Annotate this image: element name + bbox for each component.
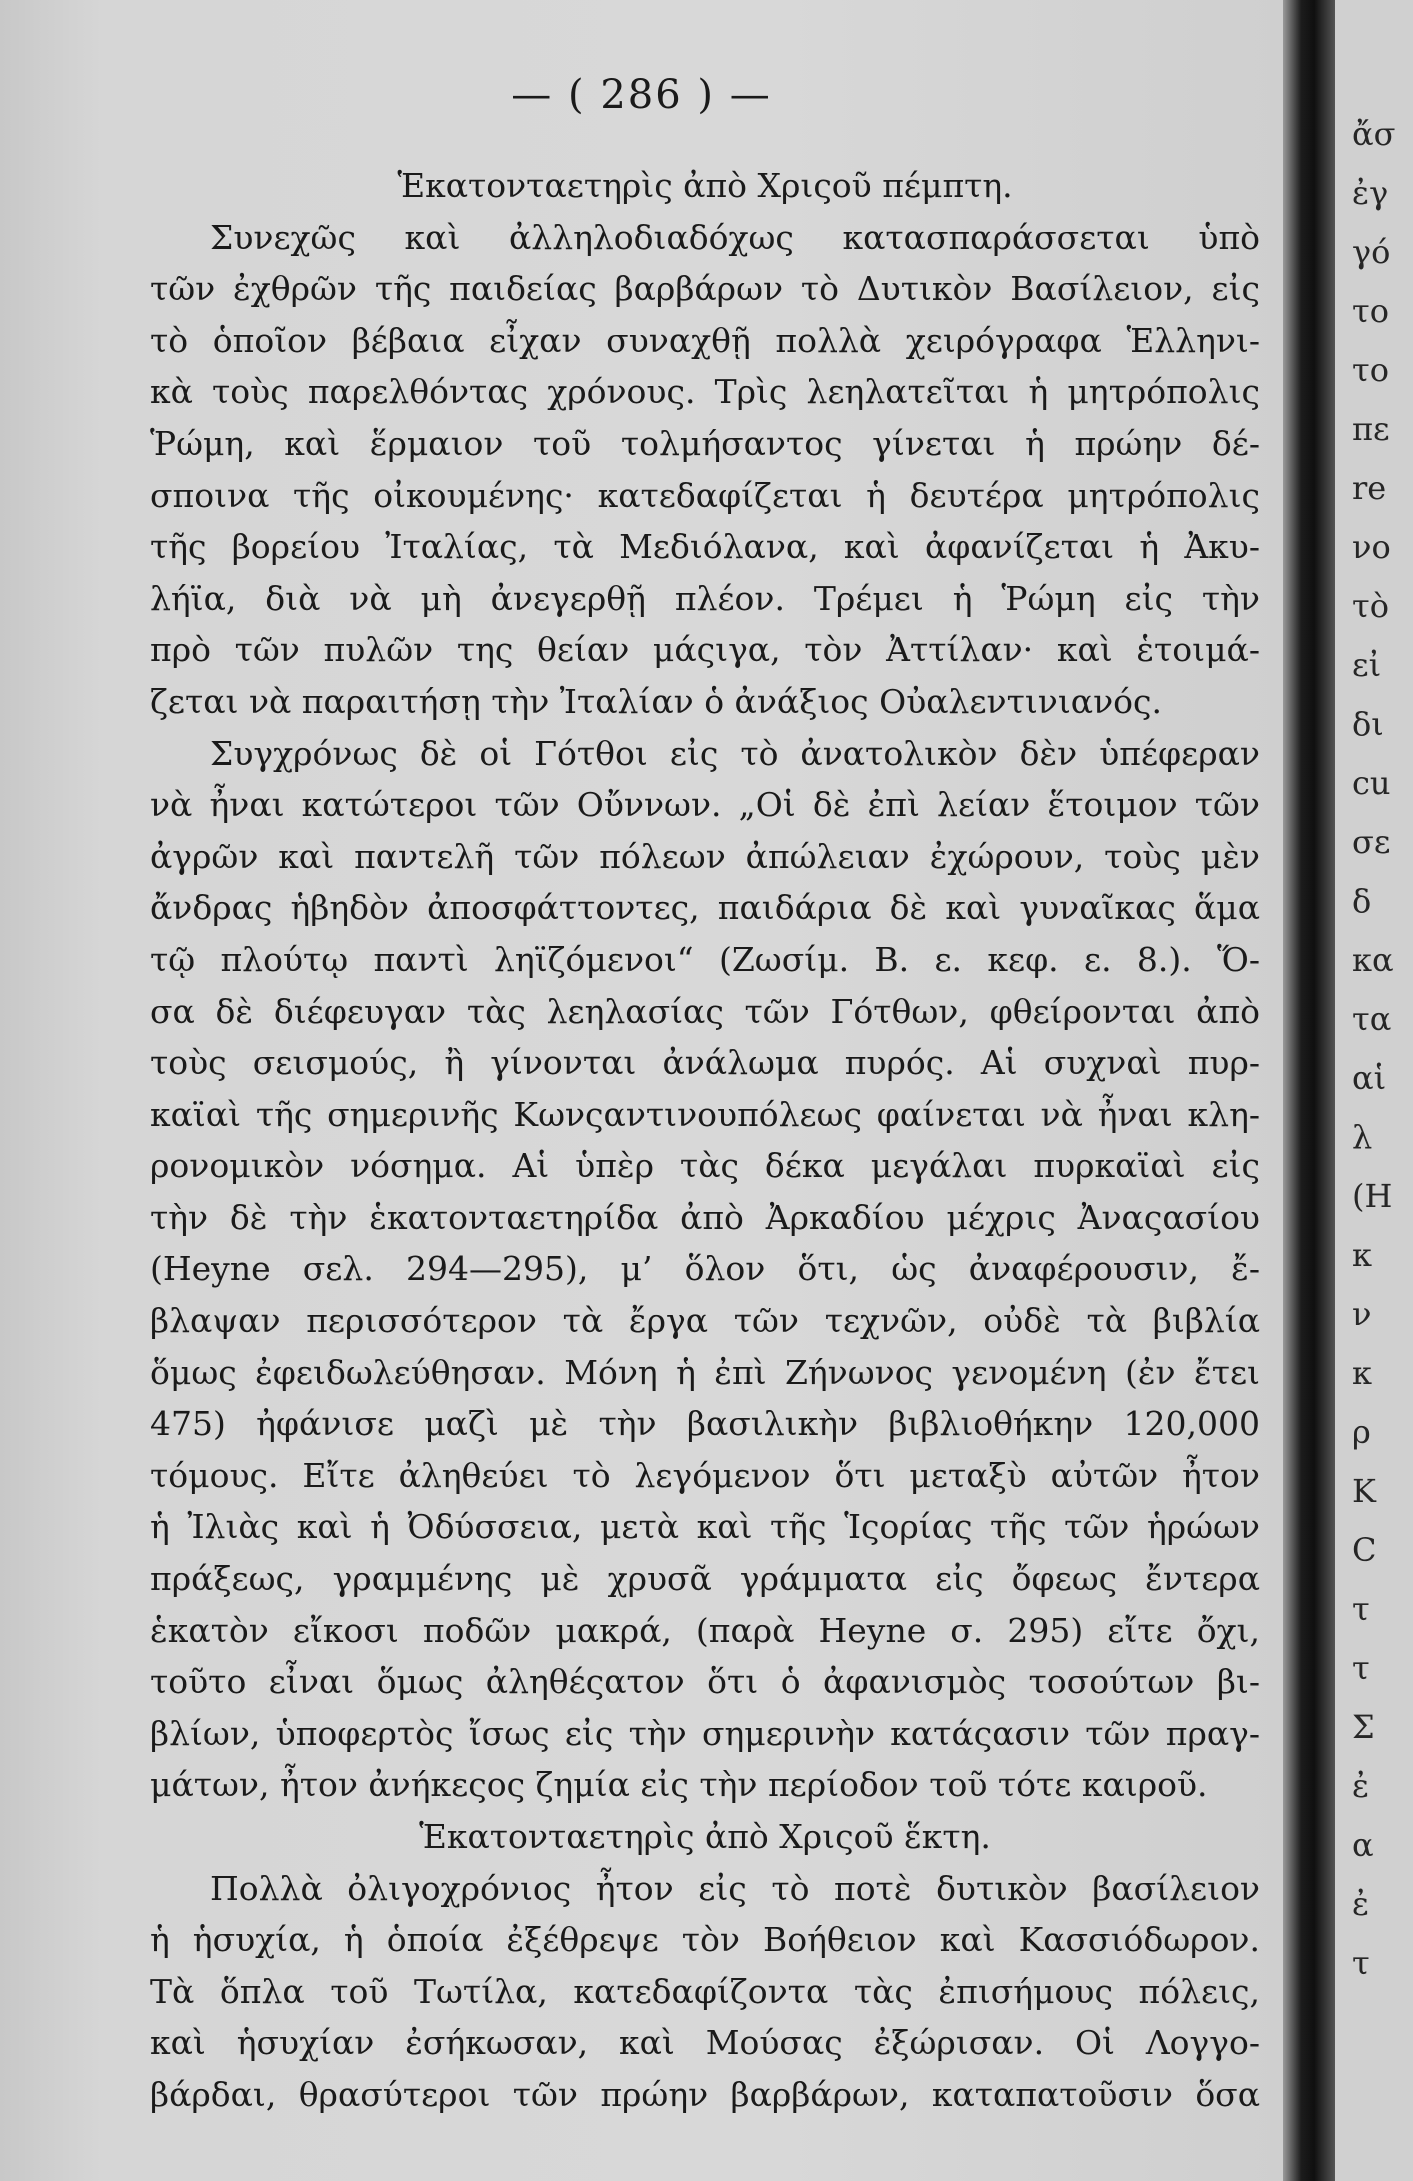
facing-page-fragment: ἐ <box>1352 1767 1370 1805</box>
text-line: ἡ ἡσυχία, ἡ ὁποία ἐξέθρεψε τὸν Βοήθειον καὶ Κασσιόδωρον. <box>150 1920 1260 1960</box>
facing-page-fragment: τ <box>1352 1649 1370 1687</box>
text-line: τὸ ὁποῖον βέβαια εἶχαν συναχθῇ πολλὰ χειρόγραφα Ἑλληνι- <box>150 320 1260 360</box>
section-heading: Ἑκατονταετηρὶς ἀπὸ Χριςοῦ πέμπτη. <box>397 166 1013 205</box>
text-line: τῷ πλούτῳ παντὶ ληϊζόμενοι“ (Ζωσίμ. Β. ε. κεφ. ε. 8.). Ὅ- <box>150 939 1260 979</box>
text-line: τοὺς σεισμούς, ἢ γίνονται ἀνάλωμα πυρός. Αἱ συχναὶ πυρ- <box>150 1043 1260 1083</box>
facing-page-fragment: C <box>1352 1531 1377 1569</box>
text-line: Ῥώμη, καὶ ἕρμαιον τοῦ τολμήσαντος γίνεται ἡ πρώην δέ- <box>150 423 1260 463</box>
text-line: ζεται νὰ παραιτήσῃ τὴν Ἰταλίαν ὁ ἀνάξιος Οὐαλεντινιανός. <box>150 681 1162 721</box>
text-line: ἀγρῶν καὶ παντελῆ τῶν πόλεων ἀπώλειαν ἐχώρουν, τοὺς μὲν <box>150 836 1260 876</box>
text-line: τῆς βορείου Ἰταλίας, τὰ Μεδιόλανα, καὶ ἀφανίζεται ἡ Ἀκυ- <box>150 527 1260 567</box>
text-line: πρὸ τῶν πυλῶν της θείαν μάςιγα, τὸν Ἀττίλαν· καὶ ἑτοιμά- <box>150 630 1260 670</box>
facing-page-fragment: τ <box>1352 1590 1370 1628</box>
text-line: ρονομικὸν νόσημα. Αἱ ὑπὲρ τὰς δέκα μεγάλαι πυρκαϊαὶ εἰς <box>150 1146 1260 1186</box>
text-line: λήϊα, διὰ νὰ μὴ ἀνεγερθῇ πλέον. Τρέμει ἡ Ῥώμη εἰς τὴν <box>150 578 1260 618</box>
text-line: τοῦτο εἶναι ὅμως ἀληθέςατον ὅτι ὁ ἀφανισμὸς τοσούτων βι- <box>150 1662 1260 1702</box>
text-line: νὰ ἦναι κατώτεροι τῶν Οὔννων. „Οἱ δὲ ἐπὶ λείαν ἕτοιμον τῶν <box>150 785 1260 825</box>
text-line: ἑκατὸν εἴκοσι ποδῶν μακρά, (παρὰ Heyne σ. 295) εἴτε ὄχι, <box>150 1610 1260 1650</box>
facing-page-fragment: πε <box>1352 410 1390 448</box>
facing-page-fragment: κ <box>1352 1236 1372 1274</box>
text-line: πράξεως, γραμμένης μὲ χρυσᾶ γράμματα εἰς ὄφεως ἔντερα <box>150 1559 1260 1599</box>
text-line: σποινα τῆς οἰκουμένης· κατεδαφίζεται ἡ δευτέρα μητρόπολις <box>150 475 1260 515</box>
text-line: βλαψαν περισσότερον τὰ ἔργα τῶν τεχνῶν, οὐδὲ τὰ βιβλία <box>150 1301 1260 1341</box>
facing-page-fragment: (H <box>1352 1177 1393 1215</box>
facing-page-fragment: ἄσ <box>1352 115 1396 153</box>
facing-page-fragment: τ <box>1352 1944 1370 1982</box>
facing-page-fragment: re <box>1352 469 1387 507</box>
facing-page-fragment: εἰ <box>1352 646 1382 684</box>
text-line: (Heyne σελ. 294—295), μ’ ὅλον ὅτι, ὡς ἀναφέρουσιν, ἔ- <box>150 1249 1260 1289</box>
text-line: Πολλὰ ὀλιγοχρόνιος ἦτον εἰς τὸ ποτὲ δυτικὸν βασίλειον <box>210 1868 1260 1908</box>
facing-page-fragment: Κ <box>1352 1472 1376 1510</box>
facing-page-fragment: κ <box>1352 1354 1372 1392</box>
facing-page-fragment: σε <box>1352 823 1391 861</box>
facing-page-fragment: ν <box>1352 1295 1372 1333</box>
facing-page-fragment: τα <box>1352 1000 1392 1038</box>
facing-page-fragment: το <box>1352 351 1389 389</box>
text-line: καὶ ἡσυχίαν ἐσήκωσαν, καὶ Μούσας ἐξώρισαν. Οἱ Λογγο- <box>150 2023 1260 2063</box>
facing-page-fragment: ἐγ <box>1352 174 1389 212</box>
text-line: ἄνδρας ἡβηδὸν ἀποσφάττοντες, παιδάρια δὲ καὶ γυναῖκας ἅμα <box>150 888 1260 928</box>
text-line: τῶν ἐχθρῶν τῆς παιδείας βαρβάρων τὸ Δυτικὸν Βασίλειον, εἰς <box>150 269 1260 309</box>
facing-page-fragment: λ <box>1352 1118 1373 1156</box>
facing-page-fragment: cu <box>1352 764 1391 802</box>
text-line: τὴν δὲ τὴν ἑκατονταετηρίδα ἀπὸ Ἀρκαδίου μέχρις Ἀναςασίου <box>150 1197 1260 1237</box>
facing-page-fragment: δι <box>1352 705 1384 743</box>
facing-page-fragment: κα <box>1352 941 1394 979</box>
text-line: μάτων, ἦτον ἀνήκεςος ζημία εἰς τὴν περίοδον τοῦ τότε καιροῦ. <box>150 1765 1208 1805</box>
facing-page-fragment: αἱ <box>1352 1059 1387 1097</box>
body-text <box>150 160 1260 2121</box>
facing-page-fragment: ἐ <box>1352 1885 1370 1923</box>
page-number: — ( 286 ) — <box>511 72 772 118</box>
facing-page-fragment: νο <box>1352 528 1391 566</box>
facing-page-fragment: τὸ <box>1352 587 1389 625</box>
facing-page-fragment: ρ <box>1352 1413 1371 1451</box>
text-line: Τὰ ὅπλα τοῦ Τωτίλα, κατεδαφίζοντα τὰς ἐπισήμους πόλεις, <box>150 1971 1260 2011</box>
text-line: τόμους. Εἴτε ἀληθεύει τὸ λεγόμενον ὅτι μεταξὺ αὐτῶν ἦτον <box>150 1455 1260 1495</box>
text-line: βάρδαι, θρασύτεροι τῶν πρώην βαρβάρων, καταπατοῦσιν ὅσα <box>150 2074 1260 2114</box>
text-line: ὅμως ἐφειδωλεύθησαν. Μόνη ἡ ἐπὶ Ζήνωνος γενομένη (ἐν ἔτει <box>150 1352 1260 1392</box>
text-line: ἡ Ἰλιὰς καὶ ἡ Ὀδύσσεια, μετὰ καὶ τῆς Ἱςορίας τῆς τῶν ἡρώων <box>150 1507 1260 1547</box>
facing-page-fragment: το <box>1352 292 1389 330</box>
text-line: σα δὲ διέφευγαν τὰς λεηλασίας τῶν Γότθων, φθείρονται ἀπὸ <box>150 991 1260 1031</box>
text-line: Συνεχῶς καὶ ἀλληλοδιαδόχως κατασπαράσσεται ὑπὸ <box>210 217 1260 257</box>
text-line: 475) ἠφάνισε μαζὶ μὲ τὴν βασιλικὴν βιβλιοθήκην 120,000 <box>150 1404 1260 1444</box>
section-heading: Ἑκατονταετηρὶς ἀπὸ Χριςοῦ ἕκτη. <box>419 1817 991 1856</box>
text-line: κὰ τοὺς παρελθόντας χρόνους. Τρὶς λεηλατεῖται ἡ μητρόπολις <box>150 372 1260 412</box>
facing-page-fragment: Σ <box>1352 1708 1375 1746</box>
text-line: Συγχρόνως δὲ οἱ Γότθοι εἰς τὸ ἀνατολικὸν δὲν ὑπέφεραν <box>210 733 1260 773</box>
text-line: βλίων, ὑποφερτὸς ἴσως εἰς τὴν σημερινὴν κατάςασιν τῶν πραγ- <box>150 1713 1260 1753</box>
facing-page-fragment: γό <box>1352 233 1391 271</box>
book-gutter <box>1283 0 1335 2181</box>
text-line: καϊαὶ τῆς σημερινῆς Κωνςαντινουπόλεως φαίνεται νὰ ἦναι κλη- <box>150 1094 1260 1134</box>
facing-page-fragment: α <box>1352 1826 1374 1864</box>
facing-page-fragment: δ <box>1352 882 1372 920</box>
